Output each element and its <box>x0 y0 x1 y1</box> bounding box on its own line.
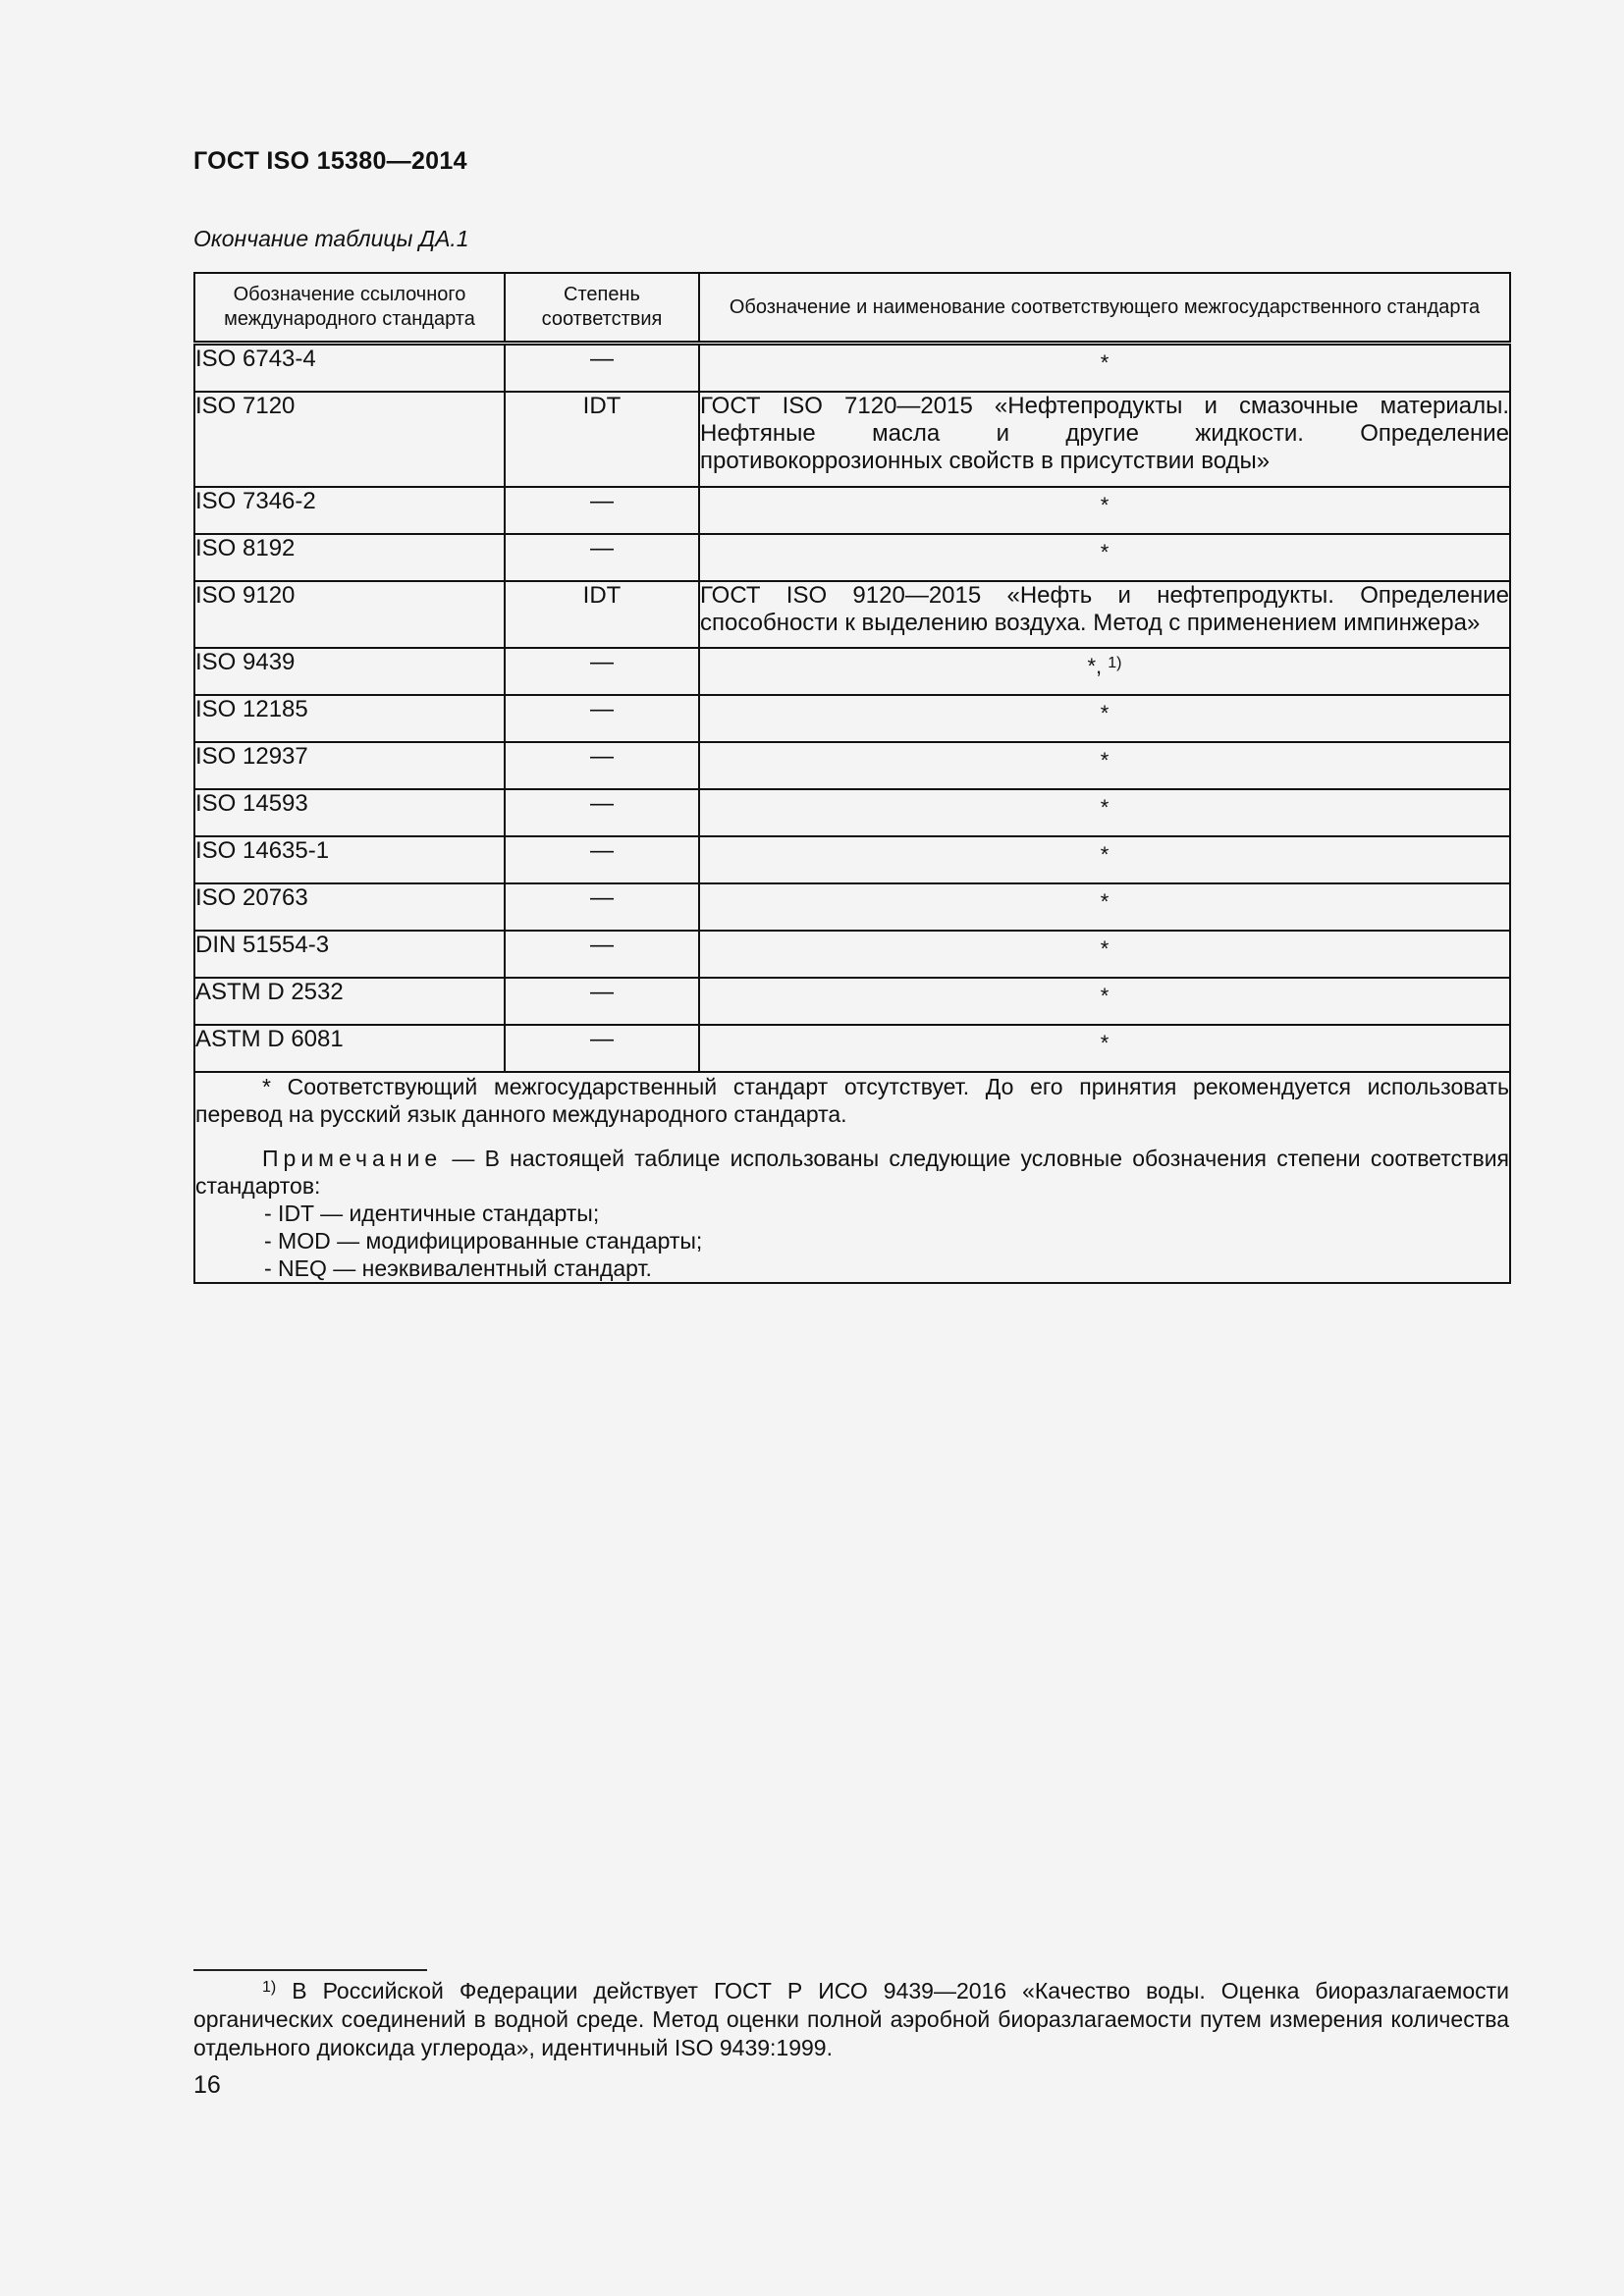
cell-code: ISO 8192 <box>194 534 505 581</box>
column-header-degree: Степень соответствия <box>505 273 699 344</box>
cell-code: ISO 14593 <box>194 789 505 836</box>
list-item: - NEQ — неэквивалентный стандарт. <box>264 1255 652 1281</box>
cell-degree: — <box>505 648 699 695</box>
table-row <box>194 392 1510 487</box>
document-header: ГОСТ ISO 15380—2014 <box>193 147 467 175</box>
cell-code: ISO 12185 <box>194 695 505 742</box>
table-row <box>194 1025 1510 1072</box>
cell-ref: * <box>699 836 1510 883</box>
cell-ref: * <box>699 742 1510 789</box>
table-notes-row <box>194 1072 1510 1283</box>
cell-code: ASTM D 6081 <box>194 1025 505 1072</box>
table-row <box>194 978 1510 1025</box>
cell-code: ISO 7120 <box>194 392 505 487</box>
standards-table <box>193 272 1511 1284</box>
cell-ref: * <box>699 978 1510 1025</box>
legend-list <box>195 1200 1509 1282</box>
cell-code: ISO 9439 <box>194 648 505 695</box>
cell-degree: IDT <box>505 392 699 487</box>
table-row <box>194 695 1510 742</box>
cell-ref <box>699 648 1510 695</box>
note-label: Примечание <box>262 1146 443 1171</box>
standards-table-container <box>193 272 1509 1284</box>
cell-code: ISO 9120 <box>194 581 505 648</box>
cell-code: ASTM D 2532 <box>194 978 505 1025</box>
table-row <box>194 487 1510 534</box>
table-caption: Окончание таблицы ДА.1 <box>193 226 469 251</box>
cell-degree: — <box>505 789 699 836</box>
cell-degree: — <box>505 978 699 1025</box>
column-header-interstate-standard: Обозначение и наименование соответствующего межгосударственного стандарта <box>699 273 1510 344</box>
cell-degree: — <box>505 883 699 931</box>
cell-code: DIN 51554-3 <box>194 931 505 978</box>
cell-ref: ГОСТ ISO 7120—2015 «Нефтепродукты и смазочные материалы. Нефтяные масла и другие жидкости. Определение противокоррозионных свойств в присутствии воды» <box>699 392 1510 487</box>
note-text: — В настоящей таблице использованы следующие условные обозначения степени соответствия стандартов: <box>195 1146 1510 1199</box>
list-item: - IDT — идентичные стандарты; <box>264 1201 600 1226</box>
table-row <box>194 581 1510 648</box>
cell-ref: * <box>699 883 1510 931</box>
table-row <box>194 789 1510 836</box>
table-row <box>194 931 1510 978</box>
table-row <box>194 742 1510 789</box>
table-notes <box>194 1072 1510 1283</box>
cell-ref: * <box>699 695 1510 742</box>
footnote-mark: 1) <box>262 1979 277 1996</box>
cell-degree: IDT <box>505 581 699 648</box>
footnote-text: В Российской Федерации действует ГОСТ Р ИСО 9439—2016 «Качество воды. Оценка биоразлагаемости органических соединений в водной среде. Метод оценки полной аэробной биоразлагаемости путем измерения количества отдельного диоксида углерода», идентичный ISO 9439:1999. <box>193 1978 1509 2060</box>
cell-ref: * <box>699 534 1510 581</box>
list-item: - MOD — модифицированные стандарты; <box>264 1228 703 1254</box>
footnote-divider <box>193 1969 427 1971</box>
cell-ref-text: *, <box>1087 654 1103 678</box>
cell-code: ISO 20763 <box>194 883 505 931</box>
star-note: * Соответствующий межгосударственный стандарт отсутствует. До его принятия рекомендуется использовать перевод на русский язык данного международного стандарта. <box>195 1074 1509 1127</box>
cell-code: ISO 12937 <box>194 742 505 789</box>
note-paragraph <box>195 1145 1509 1200</box>
cell-ref: * <box>699 344 1510 393</box>
cell-degree: — <box>505 931 699 978</box>
cell-code: ISO 14635-1 <box>194 836 505 883</box>
column-header-international-standard: Обозначение ссылочного международного стандарта <box>194 273 505 344</box>
cell-ref: * <box>699 931 1510 978</box>
page-number: 16 <box>193 2071 221 2099</box>
cell-ref: * <box>699 789 1510 836</box>
cell-degree: — <box>505 836 699 883</box>
cell-ref: * <box>699 487 1510 534</box>
cell-code: ISO 6743-4 <box>194 344 505 393</box>
table-row <box>194 534 1510 581</box>
cell-degree: — <box>505 695 699 742</box>
footnote-ref-mark: 1) <box>1108 655 1122 671</box>
cell-degree: — <box>505 1025 699 1072</box>
cell-degree: — <box>505 742 699 789</box>
cell-degree: — <box>505 487 699 534</box>
table-row <box>194 836 1510 883</box>
cell-degree: — <box>505 344 699 393</box>
cell-ref: ГОСТ ISO 9120—2015 «Нефть и нефтепродукты. Определение способности к выделению воздуха. Метод с применением импинжера» <box>699 581 1510 648</box>
table-row <box>194 648 1510 695</box>
table-row <box>194 344 1510 393</box>
footnote <box>193 1977 1509 2062</box>
table-header-row <box>194 273 1510 344</box>
cell-ref: * <box>699 1025 1510 1072</box>
table-row <box>194 883 1510 931</box>
cell-code: ISO 7346-2 <box>194 487 505 534</box>
cell-degree: — <box>505 534 699 581</box>
